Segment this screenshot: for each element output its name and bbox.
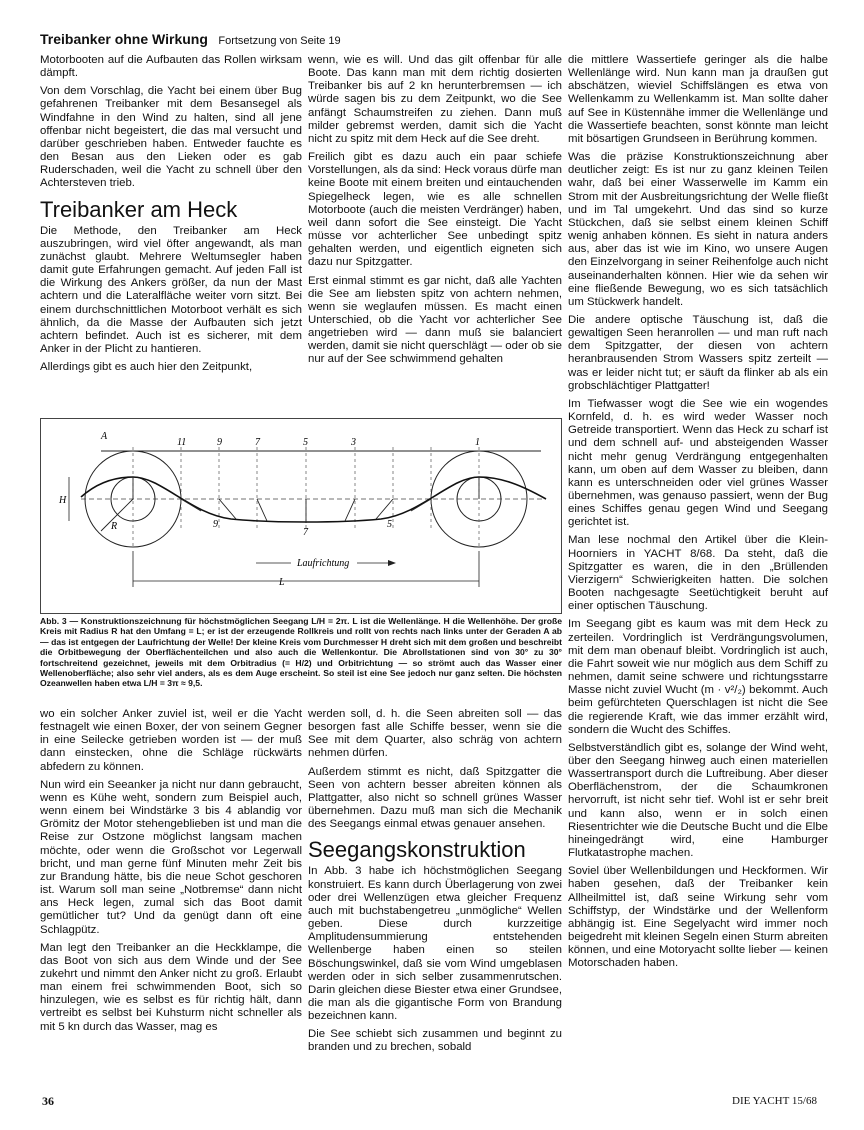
paragraph: Im Tiefwasser wogt die See wie ein wogendes Kornfeld, d. h. es wird weder Wasser noch Getreide transportiert. Wenn das Heck zu scharf ist und dem schnell auf- und absteigenden Wasser nicht mehr genug Verdrängung entgegenhalten kann, um oben auf dem Wasser zu bleiben, dann kann es unterschneiden oder viel grünes Wasser übernehmen, was genauso passiert, wenn der Bug eines Schiffes genau gegen Wind und Seegang gerichtet ist.	[568, 397, 828, 529]
wave-diagram	[41, 419, 561, 613]
paragraph: wo ein solcher Anker zuviel ist, weil er die Yacht festnagelt wie einen Boxer, der von seinem Gegner in eine Seilecke getrieben worden ist — der muß dann einstecken, ohne die Schläge rückwärts abfedern zu können.	[40, 708, 302, 773]
page-header	[40, 31, 840, 49]
header-continuation: Fortsetzung von Seite 19	[218, 35, 341, 47]
paragraph: wenn, wie es will. Und das gilt offenbar für alle Boote. Das kann man mit dem richtig dosierten Treibanker bis auf 2 kn herunterbremsen — ich würde sagen bis zu dem Zeitpunkt, wo die See anfängt Schaumstreifen zu ziehen. Dann muß milder gebremst werden, damit sich die Yacht nicht zu spitz mit dem Heck auf die See dreht.	[308, 54, 562, 145]
wave-construction-figure	[40, 418, 562, 614]
column-2-bottom	[308, 708, 562, 1060]
wave-contour	[81, 477, 546, 522]
paragraph: Die See schiebt sich zusammen und beginnt zu branden und zu brechen, sobald	[308, 1028, 562, 1054]
label-r: R	[111, 521, 118, 532]
page-number: 36	[42, 1094, 54, 1108]
section-heading: Seegangskonstruktion	[308, 837, 526, 863]
issue-label: DIE YACHT 15/68	[732, 1095, 817, 1107]
paragraph: In Abb. 3 habe ich höchstmöglichen Seegang konstruiert. Es kann durch Überlagerung von zwei oder drei Wellenzügen etwa gleicher Frequenz auch mit buchstabengetreu „unmögliche“ Wellen geben. Diese durch kurzzeitige Amplitudensummierung entstehenden Wellenberge haben einen so steilen Böschungswinkel, daß sie vom Wind umgeblasen werden oder in sich selber zusammenrutschen. Darin gleichen diese Biester etwa einer Grundsee, die man als die gigantische Form von Brandung bezeichnen kann.	[308, 865, 562, 1023]
label-5-bottom: 5	[387, 519, 392, 530]
column-2-top	[308, 54, 562, 372]
paragraph: Erst einmal stimmt es gar nicht, daß alle Yachten die See am liebsten spitz von achtern nehmen, wenn sie weglaufen müssen. Es macht einen Unterschied, ob die Yacht vor achterlicher See angetrieben wird — dann muß sie balanciert werden, damit sie nicht querschlägt — oder ob sie nur auf der See schwimmend gehalten	[308, 274, 562, 366]
paragraph: Selbstverständlich gibt es, solange der Wind weht, über den Seegang hinweg auch einen materiellen Wassertransport durch die Luftreibung. Aber dieser Oberflächenstrom, der die Schaumkronen hervorruft, ist nicht sehr tief. Wohl ist er sehr breit und kann also, wenn er in solch einen Riesentrichter wie die Deutsche Bucht und die Elbe hineingedrängt wird, eine Hamburger Flutkatastrophe machen.	[568, 741, 828, 860]
paragraph: die mittlere Wassertiefe geringer als die halbe Wellenlänge wird. Nun kann man ja draußen gut abschätzen, wieviel Schiffslängen es etwa von Wellenkamm zu Wellenkamm ist. Man sollte daher auf See in Küstennähe immer die Wellenlänge und die Wassertiefe beachten, sonst könnte man leicht mit bösartigen Grundseen in Berührung kommen.	[568, 54, 828, 145]
paragraph: Die andere optische Täuschung ist, daß die gewaltigen Seen heranrollen — und man ruft nach dem Spitzgatter, der diesen von achtern heranbrausenden Strom Wassers spitz zerteilt — was er leider nicht tut; er säuft da flinker ab als ein grobschlächtiger Plattgatter!	[568, 313, 828, 392]
paragraph: Von dem Vorschlag, die Yacht bei einem über Bug gefahrenen Treibanker mit dem Besansegel als Windfahne in den Wind zu halten, sind all jene offenbar nicht begeistert, die das mal versucht und darüber geschrieben haben. Entweder fauchte es den Besan aus den Lieken oder es gab Ruderschaden, weil die Yacht zu schnell über den Achtersteven trieb.	[40, 85, 302, 190]
label-direction: Laufrichtung	[297, 558, 350, 569]
column-3	[568, 54, 828, 975]
direction-arrowhead	[388, 560, 396, 566]
label-1-top: 1	[475, 437, 480, 448]
section-heading: Treibanker am Heck	[40, 196, 238, 222]
paragraph: Soviel über Wellenbildungen und Heckformen. Wir haben gesehen, daß der Treibanker kein Allheilmittel ist, daß seine Wirkung sehr vom Schiffstyp, der Windstärke und der Wellenform abhängig ist. Eine Segelyacht wird immer noch beigedreht mit kleinen Segeln einen Sturm abreiten können, und eine Motoryacht sollte lieber — keinen Motorschaden haben.	[568, 865, 828, 970]
column-1-top	[40, 54, 302, 379]
header-title: Treibanker ohne Wirkung	[40, 31, 208, 47]
label-h: H	[59, 495, 67, 506]
paragraph: Nun wird ein Seeanker ja nicht nur dann gebraucht, wenn es Kühe weht, sondern zum Beispiel auch, wenn einem bei Windstärke 3 bis 4 ablandig vor Grömitz der Motor stehengeblieben ist und man die Reise zur Ostzone möglichst langsam machen möchte, oder wenn die Großschot vor Legerwall bricht, und man gerne fünf Minuten mehr Zeit bis zur Brandung hätte, bis die neue Schot geschoren ist. Warum soll man seine „Notbremse“ dann nicht ans Heck legen, zumal sich das Boot damit gemütlicher tut? Und da genügt dann oft eine Schlagpütz.	[40, 778, 302, 936]
label-3-top: 3	[351, 437, 356, 448]
paragraph: Was die präzise Konstruktionszeichnung aber deutlicher zeigt: Es ist nur zu ganz kleinen Teilen wahr, daß bei einer Wasserwelle im Kamm ein Strom mit der Ausbreitungsrichtung der Welle fließt und im Tal umgekehrt. Und das sind so kurze Stückchen, daß sie selbst einem kleinen Schiff wenig anhaben können. Es sieht in natura anders aus, aber das ist wie im Kino, wo unsere Augen den Einzelvorgang in seiner Reihenfolge auch nicht auseinanderhalten können. Hier wie da sehen wir eine fließende Bewegung, wo es sich tatsächlich um Stückwerk handelt.	[568, 151, 828, 308]
paragraph: Man lese nochmal den Artikel über die Klein-Hoorniers in YACHT 8/68. Da steht, daß die Spitzgatter es waren, die in den „Brüllenden Vierzigern“ Schwierigkeiten hatten. Die solchen Booten nachgesagte Seetüchtigkeit beruht auf einer optischen Täuschung.	[568, 534, 828, 613]
paragraph: Im Seegang gibt es kaum was mit dem Heck zu zerteilen. Vordringlich ist Verdrängungsvolumen, mit dem man obenauf bleibt. Vordringlich ist auch, die Fahrt soweit wie nur möglich aus dem Schiff zu nehmen, damit seine schwere und richtungsstarre Masse nicht zuviel Wucht (m · v²/₂) bekommt. Auch beim gefürchteten Querschlagen ist nicht die See die regierende Kraft, wie das immer erzählt wird, sondern die Wucht des Schiffes.	[568, 618, 828, 736]
paragraph: Motorbooten auf die Aufbauten das Rollen wirksam dämpft.	[40, 54, 302, 80]
label-9-bottom: 9	[213, 519, 218, 530]
label-a: A	[101, 431, 108, 442]
paragraph: Außerdem stimmt es nicht, daß Spitzgatter die Seen von achtern besser abreiten können als Plattgatter, also nicht so schnell grünes Wasser übernehmen. Dazu muß man sich die Mechanik des Seegangs einmal etwas genauer ansehen.	[308, 765, 562, 831]
paragraph: Man legt den Treibanker an die Heckklampe, die das Boot von sich aus dem Winde und der See zukehrt und nimmt den Anker nicht zu groß. Erlaubt man einem frei schwimmenden Boot, sich so hinzulegen, wie es selbst es für richtig hält, dann vertreibt es selbst bei Kuhsturm nicht schneller als mit 5 kn durch das Wasser, mag es	[40, 941, 302, 1033]
paragraph: Allerdings gibt es auch hier den Zeitpunkt,	[40, 361, 253, 374]
label-9-top: 9	[217, 437, 222, 448]
paragraph: Die Methode, den Treibanker am Heck auszubringen, wird viel öfter angewandt, als man zunächst glaubt. Mehrere Weltumsegler haben damit gute Erfahrungen gemacht. Auf jeden Fall ist die Wirkung des Ankers größer, da nun der Mast achtern und die Lateralfläche weiter vorn sitzt. Bei einem durchschnittlichen Motorboot verhält es sich ähnlich, da die Masse der Aufbauten sich jetzt achtern befindet. Auch ist es sicherer, mit dem Anker in der Plicht zu hantieren.	[40, 224, 302, 355]
label-7-top: 7	[255, 437, 260, 448]
paragraph: Freilich gibt es dazu auch ein paar schiefe Vorstellungen, als da sind: Heck voraus dürfe man keine Boote mit einem breiten und eintauchenden Spiegelheck legen, wie es alle schnellen Motorboote (auch die meisten Verdränger) haben, weil dann sofort die See einsteigt. Die Yacht müsse vor achterlicher See unbedingt spitz gehalten werden, und eigentlich eigneten sich dazu nur Spitzgatter.	[308, 151, 562, 269]
label-l: L	[279, 577, 285, 588]
figure-caption: Abb. 3 — Konstruktionszeichnung für höchstmöglichen Seegang L/H = 2π. L ist die Wellenlänge. H die Wellenhöhe. Der große Kreis mit Radius R hat den Umfang = L; er ist der erzeugende Rollkreis und rollt von rechts nach links unter der Geraden A ab — das ist entgegen der Laufrichtung der Welle! Der kleine Kreis vom Durchmesser H dreht sich mit dem großen und beschreibt die Orbitbewegung der Oberflächenteilchen und also auch die Wellenkontur. Die Abrollstationen sind von 30° zu 30° fortschreitend gezeichnet, jeweils mit dem Orbitradius (= H/2) und Orbitrichtung — so strömt auch das Wasser einer Wellenoberfläche; also sehr viel anders, als es dem Auge erscheint. So steil ist eine See jedoch nur ganz selten. Die höchsten Ozeanwellen haben etwa L/H = 3π ≈ 9,5.	[40, 616, 562, 689]
label-7-bottom: 7	[303, 527, 308, 538]
label-5-top: 5	[303, 437, 308, 448]
label-11: 11	[177, 437, 187, 448]
column-1-bottom	[40, 708, 302, 1039]
paragraph: werden soll, d. h. die Seen abreiten soll — das besorgen fast alle Schiffe besser, wenn sie die See mit dem Quarter, also schräg von achtern nehmen dürfen.	[308, 708, 562, 760]
